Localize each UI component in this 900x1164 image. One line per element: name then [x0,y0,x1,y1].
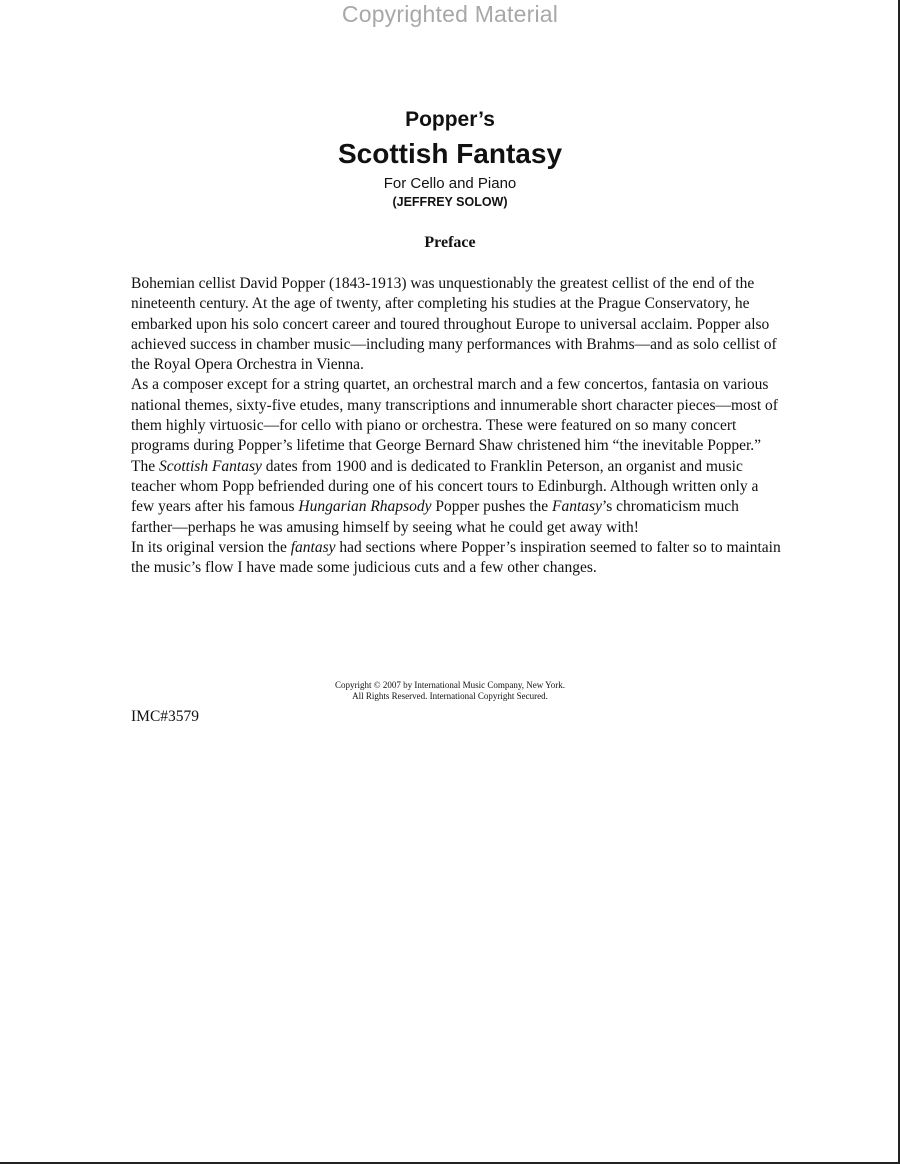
italic-title-text: Hungarian Rhapsody [298,498,432,516]
work-title: Scottish Fantasy [337,138,563,169]
italic-title-text: Fantasy [552,498,602,516]
preface-text: Popper pushes the [431,498,553,516]
preface-paragraph [131,375,781,456]
copyright-notice [0,680,900,702]
italic-title-text: Scottish Fantasy [158,457,262,475]
preface-text: dates from 1900 and is dedicated to Franklin Peterson, an organist and music teacher whom Popp befriended during one of his concert tours to Edinburgh. Although written only a few years after his famous [131,457,759,516]
composer-name: Popper’s [405,108,495,131]
preface-text: Bohemian cellist David Popper (1843-1913) was unquestionably the greatest cellist of the end of the nineteenth century. At the age of twenty, after completing his studies at the Prague Conservatory, he embarked upon his solo concert career and toured throughout Europe to universal acclaim. Popper also achieved success in chamber music—including many performances with Brahms—and as solo cellist of the Royal Opera Orchestra in Vienna. [131,275,777,374]
preface-text: In its original version the [131,538,291,556]
editor-name: (JEFFREY SOLOW) [392,195,508,209]
preface-text: As a composer except for a string quartet, an orchestral march and a few concertos, fantasia on various national themes, sixty-five etudes, many transcriptions and innumerable short character pieces—most of them highly virtuosic—for cello with piano or orchestra. These were featured on so many concert programs during Popper’s lifetime that George Bernard Shaw christened him “the inevitable Popper.” [131,376,778,455]
preface-text: had sections where Popper’s inspiration seemed to falter so to maintain the music’s flow I have made some judicious cuts and a few other changes. [131,538,781,577]
preface-paragraph [131,457,781,538]
instrumentation-subtitle: For Cello and Piano [383,175,517,192]
preface-paragraph [131,274,781,375]
preface-heading: Preface [424,234,476,251]
preface-body [131,274,781,578]
copyright-line: All Rights Reserved. International Copyright Secured. [352,691,548,701]
italic-title-text: fantasy [290,538,336,556]
preface-text: The [131,457,159,475]
preface-text: ’s chromaticism much farther—perhaps he was amusing himself by seeing what he could get away with! [131,498,739,536]
catalog-number: IMC#3579 [131,708,200,725]
preface-paragraph [131,538,781,579]
copyright-line: Copyright © 2007 by International Music Company, New York. [335,680,565,690]
copyright-watermark: Copyrighted Material [341,1,559,27]
title-block [0,106,900,211]
